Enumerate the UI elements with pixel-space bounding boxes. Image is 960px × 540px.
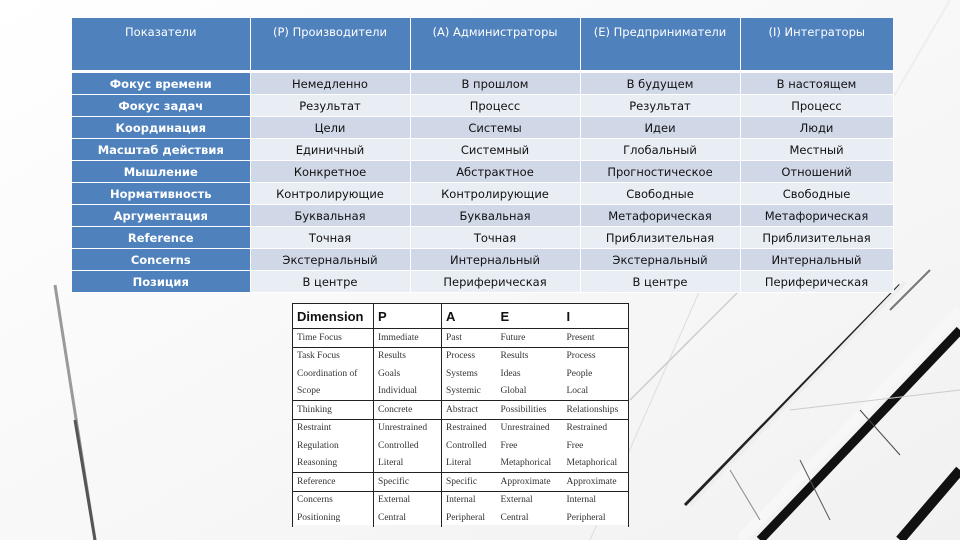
table-cell: Unrestrained [500,423,550,434]
table-cell: Экстернальный [580,249,740,271]
table-row [293,473,629,492]
table-cell: Свободные [740,183,893,205]
row-label: Фокус задач [72,95,250,117]
table-cell: Интернальный [410,249,580,271]
header-entrepreneurs: (E) Предприниматели [580,18,740,70]
table-cell: Free [500,440,518,451]
row-label: Координация [72,117,250,139]
table-cell: Свободные [580,183,740,205]
table-cell: В центре [580,271,740,293]
table-cell: Периферическая [740,271,893,293]
table-cell: Individual [374,383,442,401]
table-cell: Positioning [293,509,374,527]
table-cell: Метафорическая [740,205,893,227]
header-e: E [497,304,563,329]
header-dimension: Dimension [293,304,374,329]
table-cell: Literal [442,455,497,473]
table-cell: Идеи [580,117,740,139]
table-cell: Metaphorical [497,455,563,473]
table-cell: Люди [740,117,893,139]
table-cell: Past [442,329,497,348]
table-cell: Результат [250,95,410,117]
table-cell: Ideas [500,368,521,379]
table-row [293,419,629,437]
table-cell: Central [500,512,529,523]
table-cell: External [374,491,442,509]
table-cell: Буквальная [410,205,580,227]
table-cell: External [500,495,533,506]
table-row [293,365,629,383]
table-cell: Периферическая [410,271,580,293]
table-row [72,271,893,293]
table-cell: People [563,365,629,383]
table-cell: В будущем [580,73,740,95]
row-label: Concerns [72,249,250,271]
table-cell: Приблизительная [740,227,893,249]
table-cell: Free [563,437,629,455]
table-cell: Internal [563,491,629,509]
table-cell: Global [497,383,563,401]
comparison-table-ru [72,18,894,293]
table-row [72,139,893,161]
table-cell: Future [497,329,563,348]
row-label: Reference [72,227,250,249]
header-indicators: Показатели [72,18,250,70]
table-cell: Unrestrained [374,419,442,437]
table-cell: Процесс [740,95,893,117]
table-row [293,455,629,473]
table-cell: Local [563,383,629,401]
table-cell: Systemic [442,383,497,401]
table-cell: Reference [293,473,374,492]
table-cell: Scope [293,383,374,401]
table-cell: Приблизительная [580,227,740,249]
table-cell: Системный [410,139,580,161]
dimension-table-en [292,303,629,527]
table-cell: В прошлом [410,73,580,95]
table-row [293,509,629,527]
table-cell: Restrained [446,423,487,434]
table-cell: Единичный [250,139,410,161]
table-cell: Approximate [563,473,629,492]
table-cell: Results [374,347,442,365]
table-row [72,183,893,205]
table-cell: Systems [446,368,478,379]
row-label: Нормативность [72,183,250,205]
table-cell: Controlled [446,440,487,451]
table-cell: Controlled [374,437,442,455]
table-cell: Relationships [563,401,629,420]
table-cell: Concerns [293,491,374,509]
table-cell: Results [500,351,529,362]
row-label: Масштаб действия [72,139,250,161]
table-cell: Глобальный [580,139,740,161]
table-cell: Метафорическая [580,205,740,227]
table-cell: Metaphorical [563,455,629,473]
table-cell: В настоящем [740,73,893,95]
table-cell: Coordination of [293,365,374,383]
table-cell: Буквальная [250,205,410,227]
table-row [72,73,893,95]
table-cell: Системы [410,117,580,139]
table-row [72,95,893,117]
table-row [72,227,893,249]
table-cell: Abstract [442,401,497,420]
table-cell: Process [563,347,629,365]
table-cell: Regulation [293,437,374,455]
table-cell: Restraint [293,419,374,437]
table-cell: Possibilities [497,401,563,420]
row-label: Мышление [72,161,250,183]
table-cell: Точная [410,227,580,249]
table-cell: Местный [740,139,893,161]
table-row [293,329,629,348]
table-cell: Central [374,509,442,527]
table-cell: Internal [446,495,476,506]
table-row [293,437,629,455]
table-cell: Peripheral [563,509,629,527]
table-header-row [293,304,629,329]
row-label: Позиция [72,271,250,293]
header-a: A [442,304,497,329]
table-cell: Результат [580,95,740,117]
table-cell: Отношений [740,161,893,183]
table-cell: Specific [442,473,497,492]
header-integrators: (I) Интеграторы [740,18,893,70]
table-row [72,249,893,271]
table-cell: Reasoning [293,455,374,473]
table-cell: Approximate [497,473,563,492]
table-cell: Немедленно [250,73,410,95]
table-row [293,401,629,420]
table-cell: Goals [374,365,442,383]
header-p: P [374,304,442,329]
table-cell: Task Focus [293,347,374,365]
row-label: Фокус времени [72,73,250,95]
table-cell: Конкретное [250,161,410,183]
table-cell: Точная [250,227,410,249]
table-cell: Цели [250,117,410,139]
table-cell: Прогностическое [580,161,740,183]
table-row [72,117,893,139]
header-administrators: (A) Администраторы [410,18,580,70]
table-cell: Экстернальный [250,249,410,271]
table-row [293,491,629,509]
header-i: I [563,304,629,329]
table-cell: Абстрактное [410,161,580,183]
table-row [72,205,893,227]
table-cell: Интернальный [740,249,893,271]
table-row [293,347,629,365]
table-cell: В центре [250,271,410,293]
table-cell: Процесс [410,95,580,117]
table-cell: Thinking [293,401,374,420]
english-source-table-image [292,303,628,525]
table-row [293,383,629,401]
table-cell: Present [563,329,629,348]
table-cell: Concrete [374,401,442,420]
table-cell: Restrained [563,419,629,437]
table-cell: Process [446,351,476,362]
row-label: Аргументация [72,205,250,227]
table-cell: Контролирующие [410,183,580,205]
header-producers: (P) Производители [250,18,410,70]
table-cell: Time Focus [293,329,374,348]
table-cell: Контролирующие [250,183,410,205]
table-header-row [72,18,893,70]
table-cell: Immediate [374,329,442,348]
table-row [72,161,893,183]
table-cell: Peripheral [446,512,486,523]
table-cell: Specific [374,473,442,492]
table-cell: Literal [374,455,442,473]
